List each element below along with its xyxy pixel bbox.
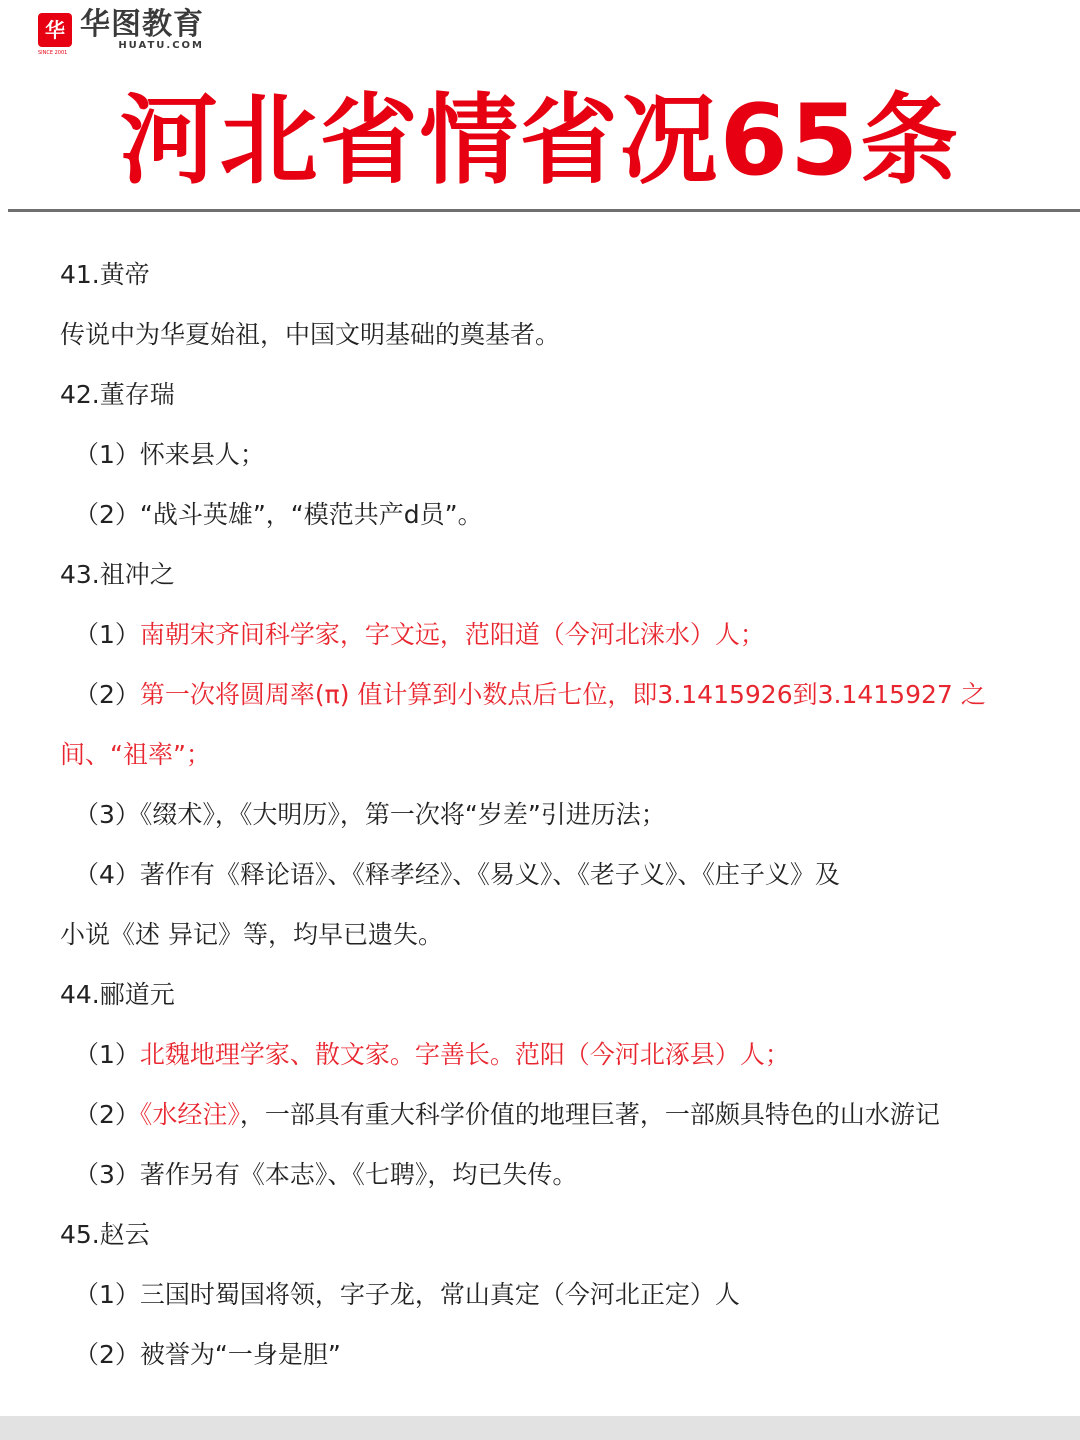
item-number: （1）: [74, 620, 140, 649]
logo-name-cn: 华图教育: [80, 6, 204, 42]
article-body: [60, 245, 1050, 1385]
entry-item: （1）三国时蜀国将领，字子龙，常山真定（今河北正定）人: [74, 1280, 740, 1309]
entry-item: [60, 605, 1050, 665]
entry-item: [60, 665, 1050, 725]
entry-heading: 42.董存瑞: [60, 380, 175, 409]
huatu-logo: [38, 6, 204, 56]
item-number: （2）: [74, 680, 140, 709]
bottom-bar: [0, 1416, 1080, 1440]
entry-item: [60, 1085, 1050, 1145]
item-number: （2）: [74, 1100, 140, 1129]
entry-heading: 41.黄帝: [60, 260, 150, 289]
item-text: ，一部具有重大科学价值的地理巨著，一部颇具特色的山水游记: [239, 1100, 940, 1129]
entry-item: （2）“战斗英雄”，“模范共产d员”。: [74, 500, 483, 529]
entry-heading: 44.郦道元: [60, 980, 175, 1009]
entry-item: （3）《缀术》，《大明历》，第一次将“岁差”引进历法；: [74, 800, 666, 829]
entry-heading: 43.祖冲之: [60, 560, 175, 589]
entry-item-continuation: 小说《述 异记》等，均早已遗失。: [60, 920, 443, 949]
highlight-text: 第一次将圆周率(π) 值计算到小数点后七位，即3.1415926到3.1415927 之: [139, 680, 986, 709]
entry-item: （4）著作有《释论语》、《释孝经》、《易义》、《老子义》、《庄子义》及: [74, 860, 840, 889]
highlight-text: 南朝宋齐间科学家，字文远，范阳道（今河北涞水）人；: [139, 620, 765, 649]
logo-name-en: HUATU.COM: [118, 39, 204, 51]
entry-item: [60, 1025, 1050, 1085]
logo-badge-glyph: 华: [45, 18, 65, 42]
entry-line: 传说中为华夏始祖，中国文明基础的奠基者。: [60, 320, 561, 349]
logo-since: SINCE 2001: [38, 50, 68, 56]
entry-item: （2）被誉为“一身是胆”: [74, 1340, 341, 1369]
huatu-logo-mark: [38, 13, 72, 47]
page-title: 河北省情省况65条: [119, 84, 961, 198]
entry-item: （1）怀来县人；: [74, 440, 265, 469]
item-number: （1）: [74, 1040, 140, 1069]
title-divider: [8, 209, 1080, 212]
entry-heading: 45.赵云: [60, 1220, 150, 1249]
entry-item-continuation: 间、“祖率”；: [60, 740, 211, 769]
highlight-text: 《水经注》: [139, 1100, 240, 1129]
highlight-text: 北魏地理学家、散文家。字善长。范阳（今河北涿县）人；: [139, 1040, 790, 1069]
entry-item: （3）著作另有《本志》、《七聘》，均已失传。: [74, 1160, 578, 1189]
logo-wordmark: [80, 6, 204, 51]
